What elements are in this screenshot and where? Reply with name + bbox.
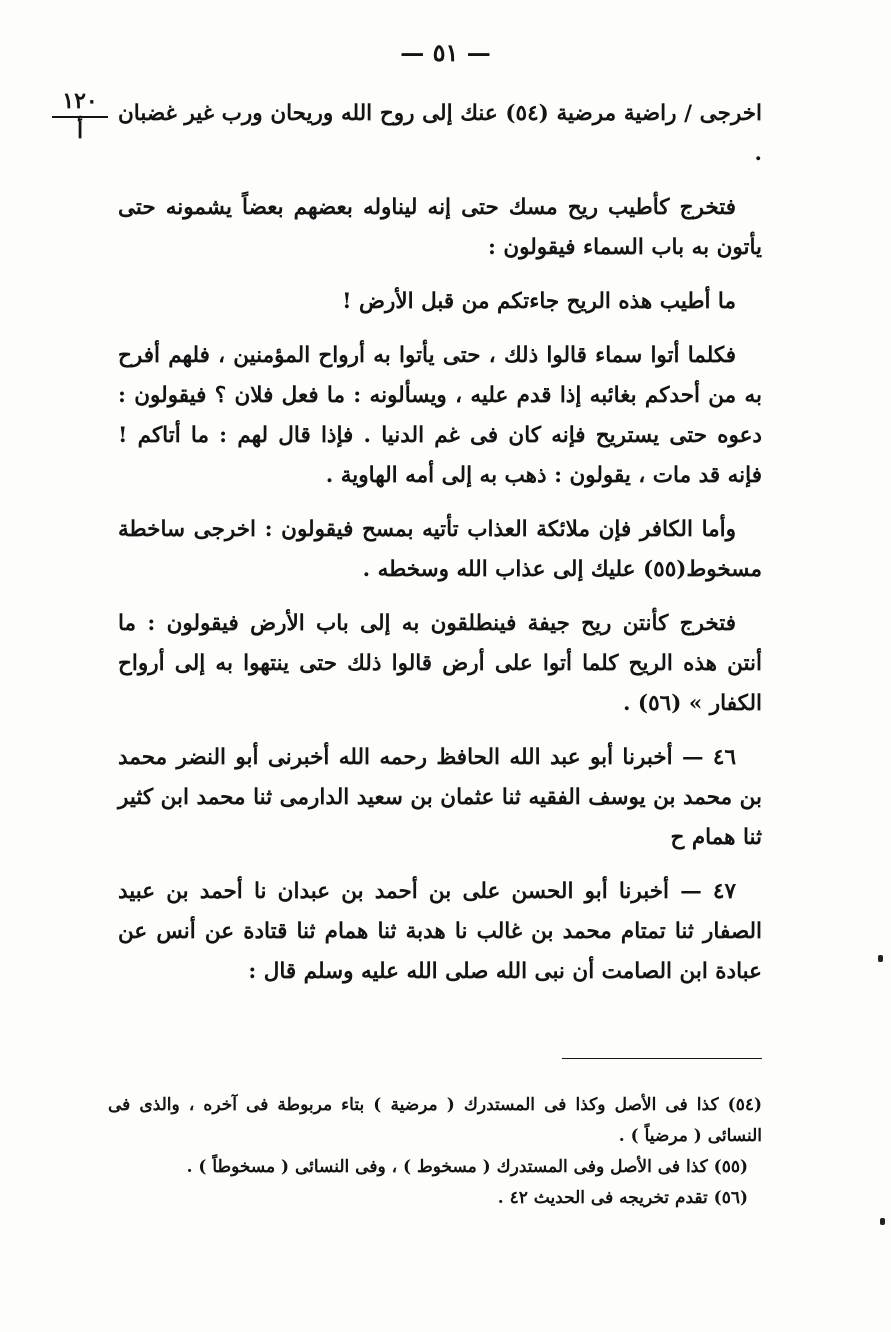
paragraph: فتخرج كأنتن ريح جيفة فينطلقون به إلى باب الأرض فيقولون : ما أنتن هذه الريح كلما أتوا على أرض قالوا ذلك حتى ينتهوا به إلى أرواح الكفار » (٥٦) . (118, 611, 762, 716)
margin-note-top: ١٢٠ (52, 88, 108, 118)
scan-mark (878, 955, 883, 962)
main-text (118, 94, 762, 1006)
footnote: (٥٤) كذا فى الأصل وكذا فى المستدرك ( مرضية ) بتاء مربوطة فى آخره ، والذى فى النسائى ( مرضياً ) . (108, 1095, 762, 1146)
footnote: (٥٦) تقدم تخريجه فى الحديث ٤٢ . (497, 1188, 748, 1208)
paragraph: ٤٧ — أخبرنا أبو الحسن على بن أحمد بن عبدان نا أحمد بن عبيد الصفار ثنا تمتام محمد بن غالب نا هدبة ثنا همام ثنا قتادة عن أنس عن عبادة ابن الصامت أن نبى الله صلى الله عليه وسلم قال : (118, 879, 762, 984)
paragraph: وأما الكافر فإن ملائكة العذاب تأتيه بمسح فيقولون : اخرجى ساخطة مسخوط(٥٥) عليك إلى عذاب الله وسخطه . (118, 517, 762, 582)
scan-mark (880, 1218, 885, 1225)
margin-note (52, 88, 108, 144)
footnote-divider (562, 1058, 762, 1059)
page-number: — ٥١ — (400, 38, 491, 67)
footnote: (٥٥) كذا فى الأصل وفى المستدرك ( مسخوط ) ، وفى النسائى ( مسخوطاً ) . (186, 1157, 748, 1177)
margin-note-bottom: أ (76, 118, 84, 144)
footnotes (108, 1090, 762, 1214)
paragraph: فتخرج كأطيب ريح مسك حتى إنه ليناوله بعضهم بعضاً يشمونه حتى يأتون به باب السماء فيقولون : (118, 195, 762, 260)
paragraph: فكلما أتوا سماء قالوا ذلك ، حتى يأتوا به أرواح المؤمنين ، فلهم أفرح به من أحدكم بغائبه إذا قدم عليه ، ويسألونه : ما فعل فلان ؟ فيقولون : دعوه حتى يستريح فإنه كان فى غم الدنيا . فإذا قال لهم : ما أتاكم ! فإنه قد مات ، يقولون : ذهب به إلى أمه الهاوية . (118, 343, 762, 488)
paragraph: ما أطيب هذه الريح جاءتكم من قبل الأرض ! (342, 289, 736, 314)
paragraph: اخرجى / راضية مرضية (٥٤) عنك إلى روح الله وريحان ورب غير غضبان . (118, 101, 762, 166)
paragraph: ٤٦ — أخبرنا أبو عبد الله الحافظ رحمه الله أخبرنى أبو النضر محمد بن محمد بن يوسف الفقيه ثنا عثمان بن سعيد الدارمى ثنا محمد ابن كثير ثنا همام ح (118, 745, 762, 850)
